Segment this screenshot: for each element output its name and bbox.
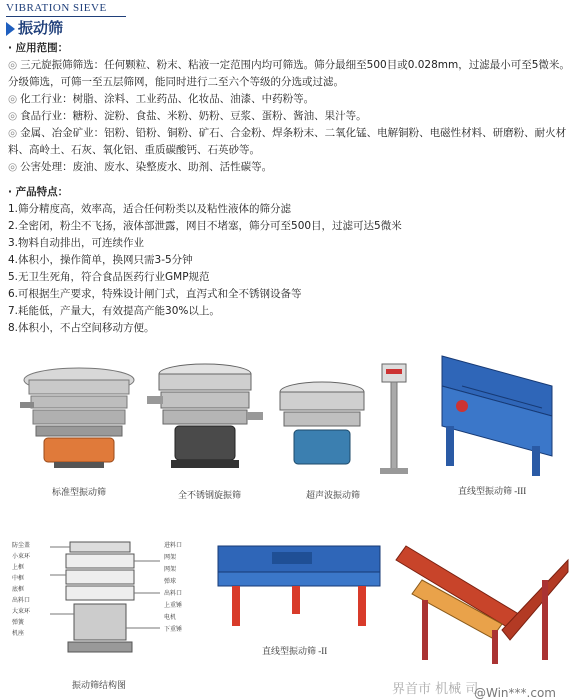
diagram-label: 大束环 [12,608,31,615]
feature-item: 6.可根据生产要求，特殊设计闸门式，直泻式和全不锈钢设备等 [8,288,302,300]
feature-item: 4.体积小，操作简单，换网只需3-5分钟 [8,254,193,266]
usage-item [8,125,570,159]
conveyor-sieve-image [392,520,572,670]
circle-bullet-icon: ◎ [8,127,18,139]
caption-ultrasonic-sieve: 超声波振动筛 [306,490,361,500]
diagram-label: 下重锤 [164,626,183,633]
diagram-label: 底框 [12,586,25,593]
usage-section [8,40,570,176]
diagram-label: 出料口 [12,597,31,604]
usage-item [8,108,570,125]
caption-linear-sieve-iii: 直线型振动筛 -III [458,486,527,496]
diagram-label: 上框 [12,564,25,571]
header-cn-text: 振动筛 [18,19,64,37]
usage-item [8,57,570,91]
caption-standard-sieve: 标准型振动筛 [52,487,107,497]
watermark: 界首市 机械 司 [392,682,479,697]
usage-title: · 应用范围： [8,42,69,54]
ultrasonic-sieve-image [272,360,422,480]
feature-item: 1.筛分精度高，效率高，适合任何粉类以及粘性液体的筛分滤 [8,203,292,215]
features-section [8,184,570,337]
usage-item [8,91,570,108]
standard-sieve-image [14,358,144,478]
usage-text: 公害处理：废油、废水、染整废水、助剂、活性碳等。 [20,161,273,173]
feature-item: 3.物料自动排出，可连续作业 [8,237,145,249]
caption-stainless-sieve: 全不锈钢旋振筛 [178,490,242,500]
usage-text: 化工行业：树脂、涂料、工业药品、化妆品、油漆、中药粉等。 [20,93,315,105]
linear-sieve-ii-image [212,538,387,638]
diagram-label: 上重锤 [164,602,183,609]
diagram-label: 机座 [12,630,25,637]
diagram-label: 弹球 [164,578,177,585]
header-en-title: VIBRATION SIEVE [6,2,107,14]
diagram-labels-left [12,540,30,639]
diagram-label: 小束环 [12,553,31,560]
caption-structure-diagram: 振动筛结构图 [72,680,127,690]
circle-bullet-icon: ◎ [8,93,18,105]
arrow-icon [6,22,15,36]
usage-text: 三元旋振筛筛选：任何颗粒、粉末、粘液一定范围内均可筛选。筛分最细至500目或0.028mm，过滤最小可至5微米。分级筛选，可筛一至五层筛网，能同时进行二至六个等级的分选或过滤。 [8,59,570,88]
usage-item [8,159,570,176]
usage-text: 食品行业：糖粉、淀粉、食盐、米粉、奶粉、豆浆、蛋粉、酱油、果汁等。 [20,110,367,122]
circle-bullet-icon: ◎ [8,59,18,71]
feature-item: 5.无卫生死角，符合食品医药行业GMP规范 [8,271,210,283]
features-title: · 产品特点： [8,186,69,198]
watermark-url: @Win***.com [474,686,556,700]
header-cn-title [6,17,63,38]
linear-sieve-iii-image [432,346,572,481]
diagram-label: 电机 [164,614,177,621]
diagram-label: 弹簧 [12,619,25,626]
feature-item: 8.体积小，不占空间移动方便。 [8,322,155,334]
circle-bullet-icon: ◎ [8,110,18,122]
diagram-label: 网架 [164,554,177,561]
stainless-sieve-image [145,356,265,481]
usage-text: 金属、冶金矿业：铝粉、铅粉、铜粉、矿石、合金粉、焊条粉末、二氧化锰、电解铜粉、电磁性材料、研磨粉、耐火材料、高岭土、石灰、氧化铝、重质碳酸钙、石英砂等。 [8,127,567,156]
diagram-label: 防尘盖 [12,542,31,549]
circle-bullet-icon: ◎ [8,161,18,173]
diagram-label: 进料口 [164,542,183,549]
diagram-label: 出料口 [164,590,183,597]
diagram-label: 网架 [164,566,177,573]
feature-item: 7.耗能低，产量大，有效提高产能30%以上。 [8,305,220,317]
diagram-labels-right [164,540,182,636]
feature-item: 2.全密闭，粉尘不飞扬，液体部泄露，网目不堵塞，筛分可至500目，过滤可达5微米 [8,220,402,232]
caption-linear-sieve-ii: 直线型振动筛 -II [262,646,328,656]
diagram-label: 中框 [12,575,25,582]
